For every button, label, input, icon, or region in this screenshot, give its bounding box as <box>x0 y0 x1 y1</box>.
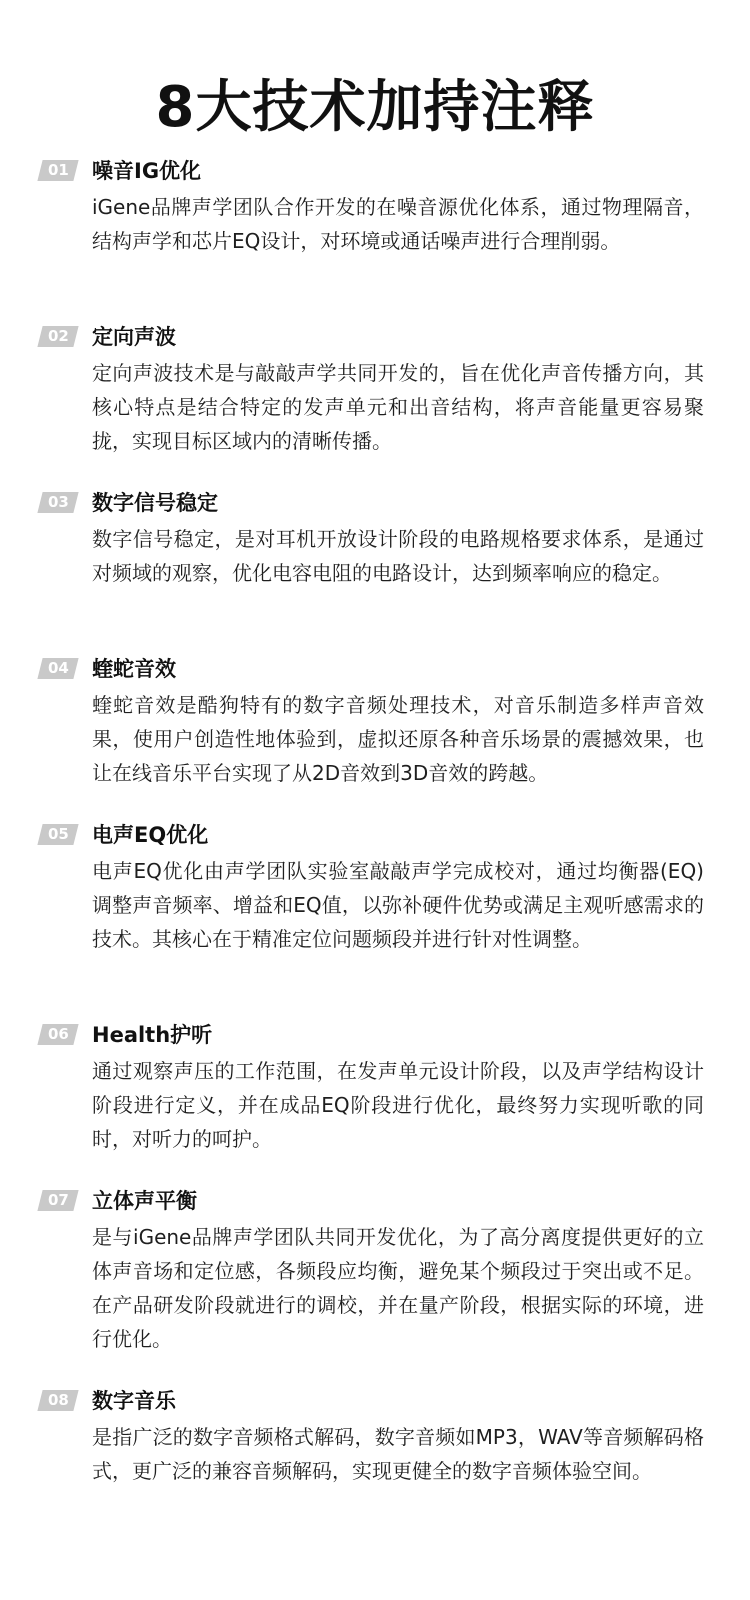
item-title: 数字音乐 <box>92 1389 176 1413</box>
item-number-badge: 04 <box>37 658 78 679</box>
item-description: 通过观察声压的工作范围，在发声单元设计阶段，以及声学结构设计阶段进行定义，并在成品EQ阶段进行优化，最终努力实现听歌的同时，对听力的呵护。 <box>92 1059 704 1151</box>
item-description: 电声EQ优化由声学团队实验室敲敲声学完成校对，通过均衡器(EQ)调整声音频率、增益和EQ值，以弥补硬件优势或满足主观听感需求的技术。其核心在于精准定位问题频段并进行针对性调整。 <box>92 859 704 951</box>
page-title: 8大技术加持注释 <box>155 75 595 140</box>
item-number-badge: 01 <box>37 160 78 181</box>
item-title: 数字信号稳定 <box>92 491 218 515</box>
item-number-badge: 05 <box>37 824 78 845</box>
item-number-badge: 03 <box>37 492 78 513</box>
item-description: 数字信号稳定，是对耳机开放设计阶段的电路规格要求体系，是通过对频域的观察，优化电容电阻的电路设计，达到频率响应的稳定。 <box>92 527 704 585</box>
item-description: 蝰蛇音效是酷狗特有的数字音频处理技术，对音乐制造多样声音效果，使用户创造性地体验到，虚拟还原各种音乐场景的震撼效果，也让在线音乐平台实现了从2D音效到3D音效的跨越。 <box>92 693 704 785</box>
item-description: 是指广泛的数字音频格式解码，数字音频如MP3，WAV等音频解码格式，更广泛的兼容音频解码，实现更健全的数字音频体验空间。 <box>92 1425 704 1483</box>
item-description: iGene品牌声学团队合作开发的在噪音源优化体系，通过物理隔音，结构声学和芯片EQ设计，对环境或通话噪声进行合理削弱。 <box>92 195 704 253</box>
item-title: 噪音IG优化 <box>92 159 202 183</box>
item-title: 蝰蛇音效 <box>92 657 176 681</box>
item-number-badge: 02 <box>37 326 78 347</box>
item-description: 是与iGene品牌声学团队共同开发优化，为了高分离度提供更好的立体声音场和定位感，各频段应均衡，避免某个频段过于突出或不足。在产品研发阶段就进行的调校，并在量产阶段，根据实际的环境，进行优化。 <box>92 1225 704 1351</box>
item-title: Health护听 <box>92 1023 213 1047</box>
item-number-badge: 07 <box>37 1190 78 1211</box>
item-number-badge: 08 <box>37 1390 78 1411</box>
item-title: 立体声平衡 <box>92 1189 197 1213</box>
item-title: 定向声波 <box>92 325 176 349</box>
item-description: 定向声波技术是与敲敲声学共同开发的，旨在优化声音传播方向，其核心特点是结合特定的发声单元和出音结构，将声音能量更容易聚拢，实现目标区域内的清晰传播。 <box>92 361 704 453</box>
item-title: 电声EQ优化 <box>92 823 209 847</box>
item-number-badge: 06 <box>37 1024 78 1045</box>
